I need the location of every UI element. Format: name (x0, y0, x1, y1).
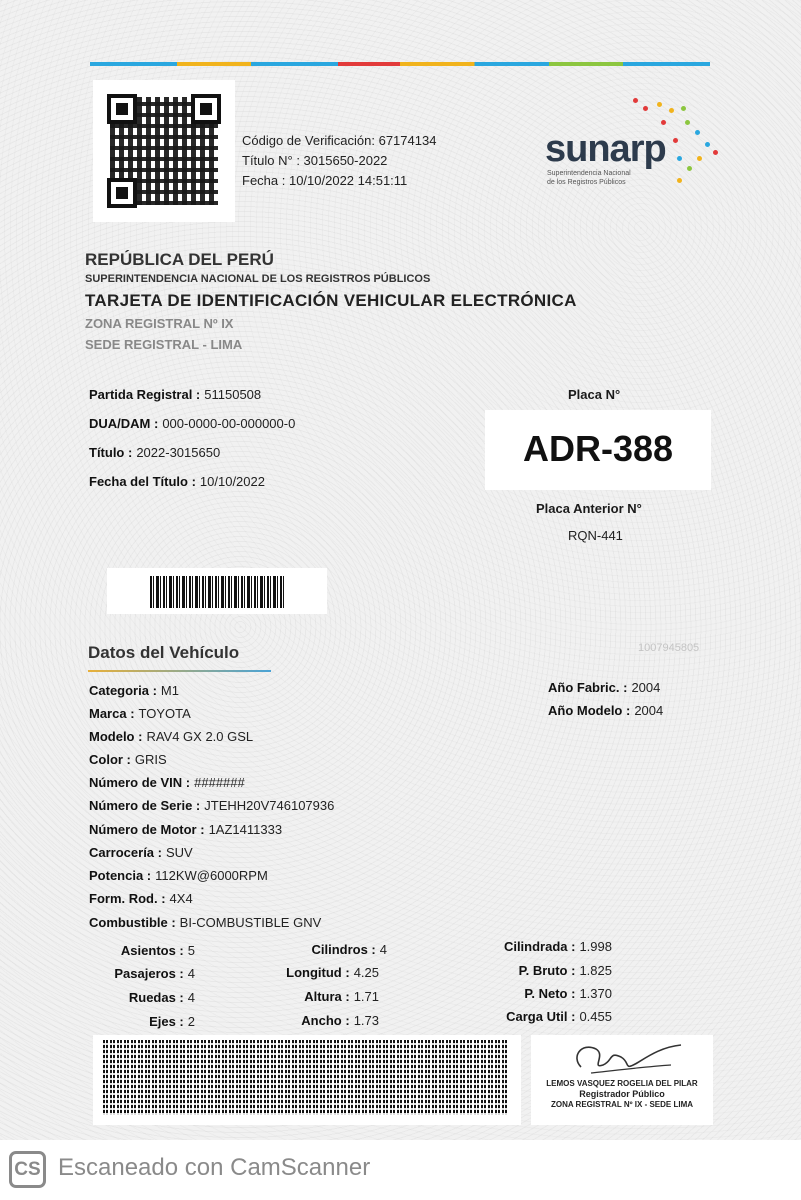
field-cilindrada: Cilindrada : 1.998 (503, 939, 612, 954)
signature-role: Registrador Público (579, 1089, 665, 1099)
signature-block (531, 1035, 713, 1125)
barcode-pdf417-pattern (103, 1040, 509, 1115)
signature-name: LEMOS VASQUEZ ROGELIA DEL PILAR (546, 1079, 698, 1088)
field-categoria: Categoria : M1 (89, 683, 179, 698)
field-formrod: Form. Rod. : 4X4 (89, 891, 193, 906)
header-superintendencia: SUPERINTENDENCIA NACIONAL DE LOS REGISTROS PÚBLICOS (85, 273, 431, 285)
field-carga-util: Carga Util : 0.455 (506, 1009, 612, 1024)
field-carroceria: Carrocería : SUV (89, 845, 193, 860)
section-title-vehicle: Datos del Vehículo (88, 643, 240, 662)
field-longitud: Longitud : 4.25 (286, 965, 379, 980)
camscanner-logo-icon: CS (9, 1151, 46, 1188)
barcode-small (107, 568, 327, 614)
field-vin: Número de VIN : ####### (89, 775, 245, 790)
field-ano-fabric: Año Fabric. : 2004 (548, 680, 661, 695)
qr-code (93, 80, 235, 222)
field-combustible: Combustible : BI-COMBUSTIBLE GNV (89, 915, 322, 930)
verification-title: Título N° : 3015650-2022 (242, 153, 388, 168)
header-tarjeta: TARJETA DE IDENTIFICACIÓN VEHICULAR ELECTRÓNICA (85, 291, 577, 310)
signature-zone: ZONA REGISTRAL Nº IX - SEDE LIMA (550, 1100, 694, 1109)
field-titulo: Título : 2022-3015650 (89, 445, 221, 460)
field-color: Color : GRIS (89, 752, 167, 767)
barcode-small-bars (150, 576, 286, 608)
previous-plate-label: Placa Anterior N° (536, 501, 642, 516)
field-ano-modelo: Año Modelo : 2004 (548, 703, 664, 718)
qr-finder-bottom-left (107, 178, 137, 208)
field-modelo: Modelo : RAV4 GX 2.0 GSL (89, 729, 254, 744)
qr-finder-top-left (107, 94, 137, 124)
previous-plate-value: RQN-441 (568, 528, 623, 543)
camscanner-footer (0, 1140, 801, 1200)
field-serie: Número de Serie : JTEHH20V746107936 (89, 798, 335, 813)
field-motor: Número de Motor : 1AZ1411333 (89, 822, 283, 837)
plate-number: ADR-388 (522, 428, 674, 469)
signature-scribble-icon (551, 1037, 691, 1079)
sunarp-logo (545, 98, 725, 198)
field-marca: Marca : TOYOTA (89, 706, 191, 721)
field-peso-bruto: P. Bruto : 1.825 (518, 963, 612, 978)
field-fecha-titulo: Fecha del Título : 10/10/2022 (89, 474, 265, 489)
verification-date: Fecha : 10/10/2022 14:51:11 (242, 173, 408, 188)
barcode-pdf417 (93, 1035, 521, 1125)
field-asientos: Asientos : 5 (120, 943, 195, 958)
section-underline (88, 670, 271, 672)
header-republica: REPÚBLICA DEL PERÚ (85, 250, 274, 269)
header-zona: ZONA REGISTRAL Nº IX (85, 316, 234, 331)
field-cilindros: Cilindros : 4 (311, 942, 387, 957)
field-ruedas: Ruedas : 4 (128, 990, 195, 1005)
field-dua: DUA/DAM : 000-0000-00-000000-0 (89, 416, 296, 431)
field-pasajeros: Pasajeros : 4 (114, 966, 195, 981)
logo-subtitle-1: Superintendencia Nacional (547, 170, 631, 177)
logo-subtitle-2: de los Registros Públicos (547, 179, 626, 186)
qr-finder-top-right (191, 94, 221, 124)
field-potencia: Potencia : 112KW@6000RPM (89, 868, 268, 883)
field-partida: Partida Registral : 51150508 (89, 387, 262, 402)
field-ancho: Ancho : 1.73 (301, 1013, 379, 1028)
field-ejes: Ejes : 2 (149, 1014, 195, 1029)
color-stripe (90, 62, 710, 66)
header-sede: SEDE REGISTRAL - LIMA (85, 337, 243, 352)
verification-code: Código de Verificación: 67174134 (242, 133, 437, 148)
logo-word: sunarp (545, 128, 666, 170)
camscanner-text: Escaneado con CamScanner (58, 1154, 371, 1181)
plate-label: Placa N° (568, 387, 621, 402)
field-peso-neto: P. Neto : 1.370 (524, 986, 612, 1001)
document-serial: 1007945805 (638, 642, 700, 654)
plate-box (485, 410, 711, 490)
field-altura: Altura : 1.71 (304, 989, 379, 1004)
